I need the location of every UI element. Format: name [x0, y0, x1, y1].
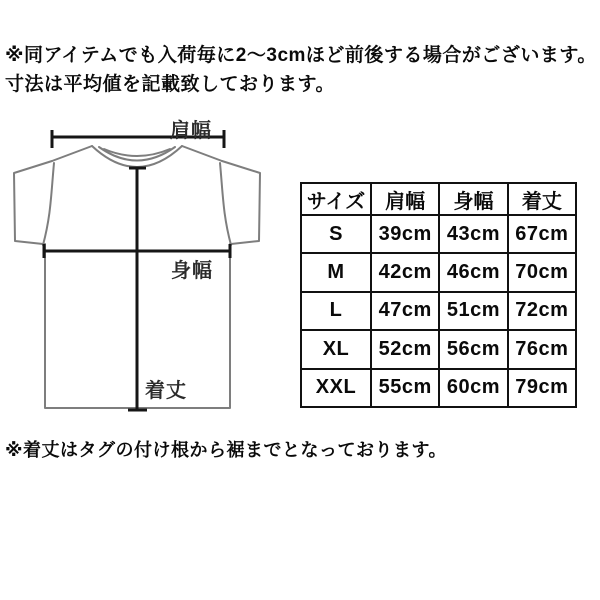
- table-row-xxl: [301, 369, 576, 407]
- size-cell: XL: [301, 330, 371, 368]
- top-disclaimer-line1: ※同アイテムでも入荷毎に2～3cmほど前後する場合がございます。: [5, 45, 597, 66]
- size-cell: M: [301, 253, 371, 291]
- table-row-s: [301, 215, 576, 253]
- right-armhole-path: [220, 163, 231, 245]
- shoulder-cell: 42cm: [371, 253, 439, 291]
- length-cell: 79cm: [508, 369, 576, 407]
- shoulder-width-label: 肩幅: [170, 120, 212, 142]
- top-disclaimer-line2: 寸法は平均値を記載致しております。: [5, 74, 335, 95]
- size-table-header-row: [301, 183, 576, 215]
- shoulder-cell: 55cm: [371, 369, 439, 407]
- bottom-note: ※着丈はタグの付け根から裾までとなっております。: [5, 440, 448, 460]
- header-length: 着丈: [508, 183, 576, 215]
- length-cell: 76cm: [508, 330, 576, 368]
- length-cell: 67cm: [508, 215, 576, 253]
- length-cell: 72cm: [508, 292, 576, 330]
- shoulder-cell: 47cm: [371, 292, 439, 330]
- length-cell: 70cm: [508, 253, 576, 291]
- body-width-cell: 51cm: [439, 292, 507, 330]
- header-size: サイズ: [301, 183, 371, 215]
- table-row-xl: [301, 330, 576, 368]
- collar-band-mid-path: [99, 147, 175, 161]
- size-chart-table: [300, 182, 577, 408]
- body-width-cell: 56cm: [439, 330, 507, 368]
- header-body-width: 身幅: [439, 183, 507, 215]
- body-width-cell: 43cm: [439, 215, 507, 253]
- right-shoulder-seam-path: [182, 146, 222, 161]
- body-width-cell: 46cm: [439, 253, 507, 291]
- length-label: 着丈: [145, 380, 187, 402]
- shoulder-cell: 39cm: [371, 215, 439, 253]
- table-row-m: [301, 253, 576, 291]
- left-armhole-path: [43, 163, 54, 245]
- body-width-label: 身幅: [171, 260, 213, 282]
- shoulder-cell: 52cm: [371, 330, 439, 368]
- body-width-cell: 60cm: [439, 369, 507, 407]
- table-row-l: [301, 292, 576, 330]
- size-cell: S: [301, 215, 371, 253]
- size-cell: L: [301, 292, 371, 330]
- size-cell: XXL: [301, 369, 371, 407]
- left-shoulder-seam-path: [52, 146, 92, 161]
- top-disclaimer: [5, 41, 599, 99]
- header-shoulder: 肩幅: [371, 183, 439, 215]
